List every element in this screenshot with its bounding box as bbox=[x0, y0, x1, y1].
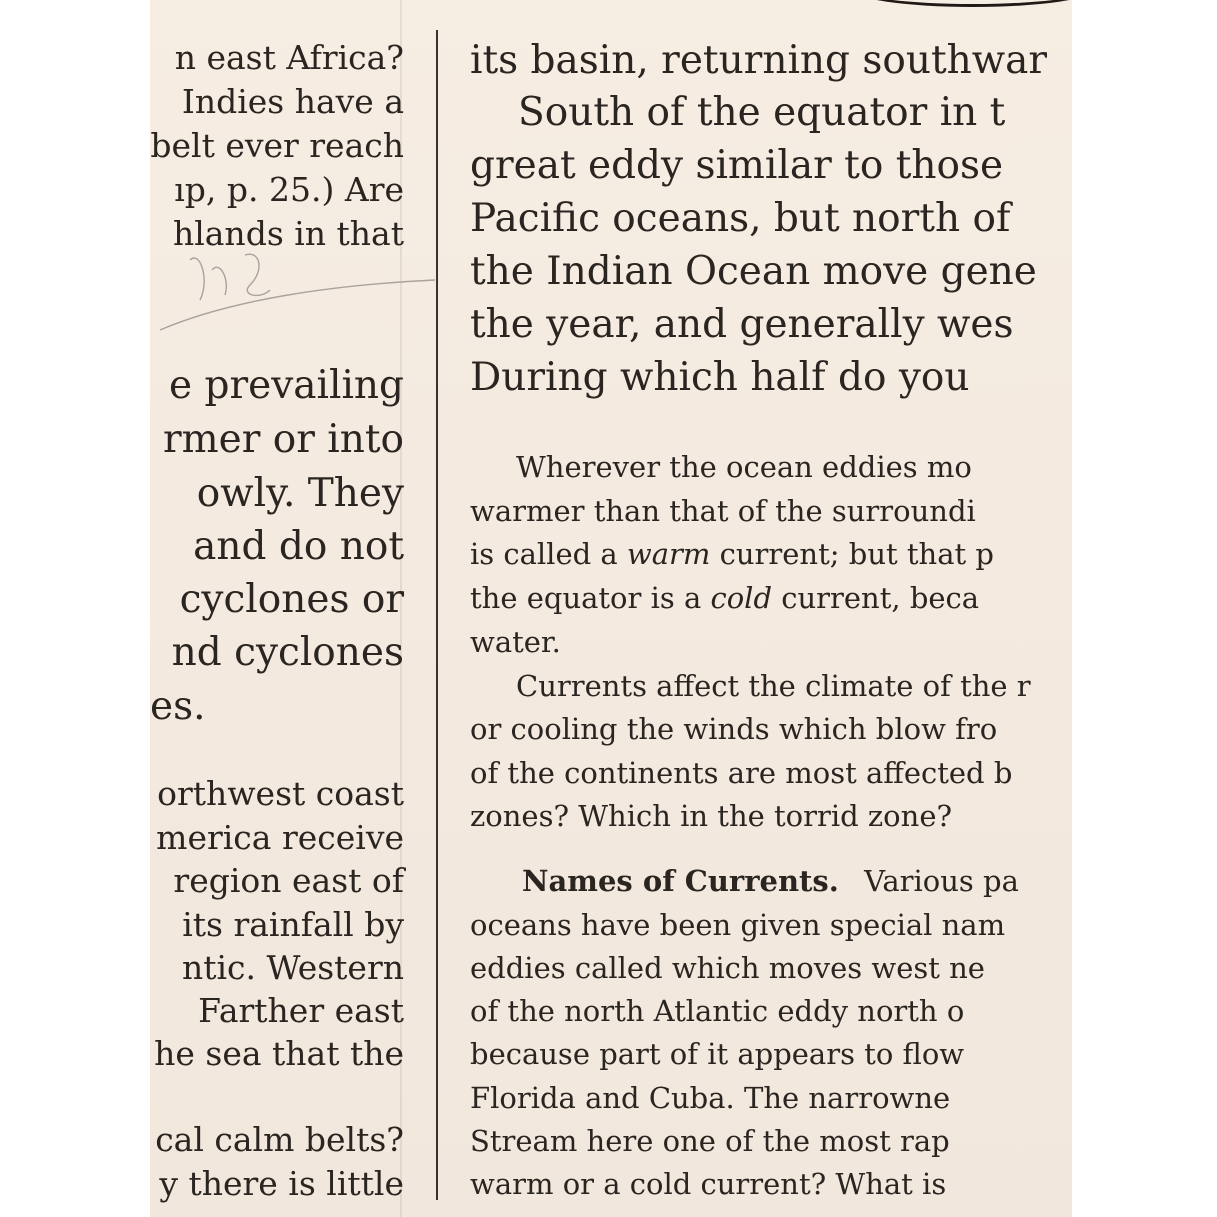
left-line: es. bbox=[150, 684, 206, 729]
right-line: of the north Atlantic eddy north o bbox=[470, 994, 965, 1028]
left-line: e prevailing bbox=[169, 363, 404, 408]
right-line: warmer than that of the surroundi bbox=[470, 494, 976, 528]
left-line: merica receive bbox=[156, 818, 404, 857]
left-line: orthwest coast bbox=[157, 774, 404, 813]
right-line: Stream here one of the most rap bbox=[470, 1124, 950, 1158]
right-line: During which half do you bbox=[470, 355, 970, 400]
left-line: cal calm belts? bbox=[155, 1120, 404, 1159]
section-heading: Names of Currents. bbox=[522, 864, 839, 898]
section-heading-line bbox=[522, 864, 1019, 898]
left-line: Farther east bbox=[198, 991, 404, 1030]
right-line: Currents affect the climate of the r bbox=[516, 669, 1031, 703]
right-line: water. bbox=[470, 625, 561, 659]
right-line: the equator is a cold current, beca bbox=[470, 581, 980, 615]
right-line: zones? Which in the torrid zone? bbox=[470, 799, 953, 833]
left-line: ntic. Western bbox=[181, 948, 404, 987]
right-line: because part of it appears to flow bbox=[470, 1037, 965, 1071]
left-line: hlands in that bbox=[172, 214, 404, 253]
right-line: Pacific oceans, but north of bbox=[470, 196, 1011, 241]
right-line: oceans have been given special nam bbox=[470, 908, 1006, 942]
right-line: is called a warm current; but that p bbox=[470, 537, 994, 571]
right-column bbox=[470, 30, 1070, 1215]
right-line: Wherever the ocean eddies mo bbox=[516, 450, 972, 484]
right-line: great eddy similar to those bbox=[470, 143, 1004, 188]
left-line: n east Africa? bbox=[174, 38, 404, 77]
left-line: y there is little bbox=[159, 1164, 404, 1203]
right-line: eddies called which moves west ne bbox=[470, 951, 985, 985]
right-line: warm or a cold current? What is bbox=[470, 1167, 947, 1201]
left-line: nd cyclones bbox=[171, 630, 404, 675]
right-line: the year, and generally wes bbox=[470, 302, 1014, 347]
left-line: belt ever reach bbox=[150, 126, 404, 165]
left-line: its rainfall by bbox=[182, 905, 404, 944]
top-arc-decoration bbox=[850, 0, 1072, 7]
right-line: or cooling the winds which blow fro bbox=[470, 712, 998, 746]
left-line: and do not bbox=[193, 524, 404, 569]
column-divider bbox=[436, 30, 438, 1200]
left-column bbox=[150, 30, 408, 1215]
left-line: ıp, p. 25.) Are bbox=[174, 170, 404, 209]
right-line: of the continents are most affected b bbox=[470, 756, 1013, 790]
left-line: owly. They bbox=[196, 471, 404, 516]
left-line: he sea that the bbox=[154, 1034, 404, 1073]
left-line: rmer or into bbox=[162, 417, 404, 462]
right-line: South of the equator in t bbox=[518, 90, 1006, 135]
left-line: Indies have a bbox=[181, 82, 404, 121]
right-line: its basin, returning southwar bbox=[470, 38, 1048, 83]
heading-line-text: Various pa bbox=[864, 864, 1019, 898]
right-line: the Indian Ocean move gene bbox=[470, 249, 1037, 294]
left-line: cyclones or bbox=[179, 577, 404, 622]
left-line: region east of bbox=[173, 861, 404, 900]
right-line: Florida and Cuba. The narrowne bbox=[470, 1081, 951, 1115]
